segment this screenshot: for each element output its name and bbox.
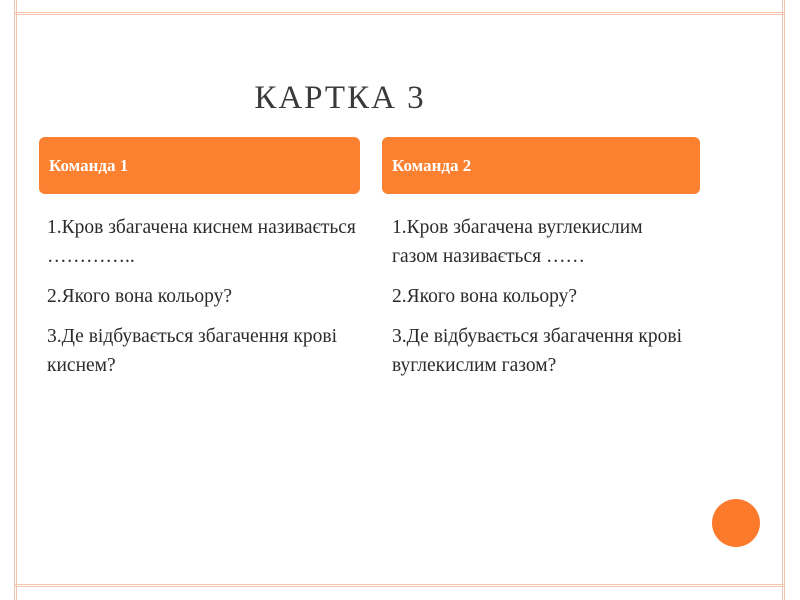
team2-question-2: 2.Якого вона кольору? xyxy=(392,286,578,307)
frame-right-line xyxy=(782,0,785,600)
slide-title: КАРТКА 3 xyxy=(254,80,426,116)
decorative-circle-icon xyxy=(712,499,760,547)
team1-question-3: 3.Де відбувається збагачення крові киснем? xyxy=(47,326,337,376)
team2-header: Команда 2 xyxy=(382,137,700,194)
frame-top-line xyxy=(14,12,785,15)
frame-bottom-line xyxy=(14,584,785,587)
team1-question-2: 2.Якого вона кольору? xyxy=(47,286,233,307)
team2-questions xyxy=(392,213,692,391)
team2-question-1: 1.Кров збагачена вуглекислим газом називається …… xyxy=(392,217,643,267)
team2-question-3: 3.Де відбувається збагачення крові вуглекислим газом? xyxy=(392,326,682,376)
team1-header: Команда 1 xyxy=(39,137,360,194)
team1-questions xyxy=(47,213,367,391)
team1-question-1: 1.Кров збагачена киснем називається ………….. xyxy=(47,217,356,267)
